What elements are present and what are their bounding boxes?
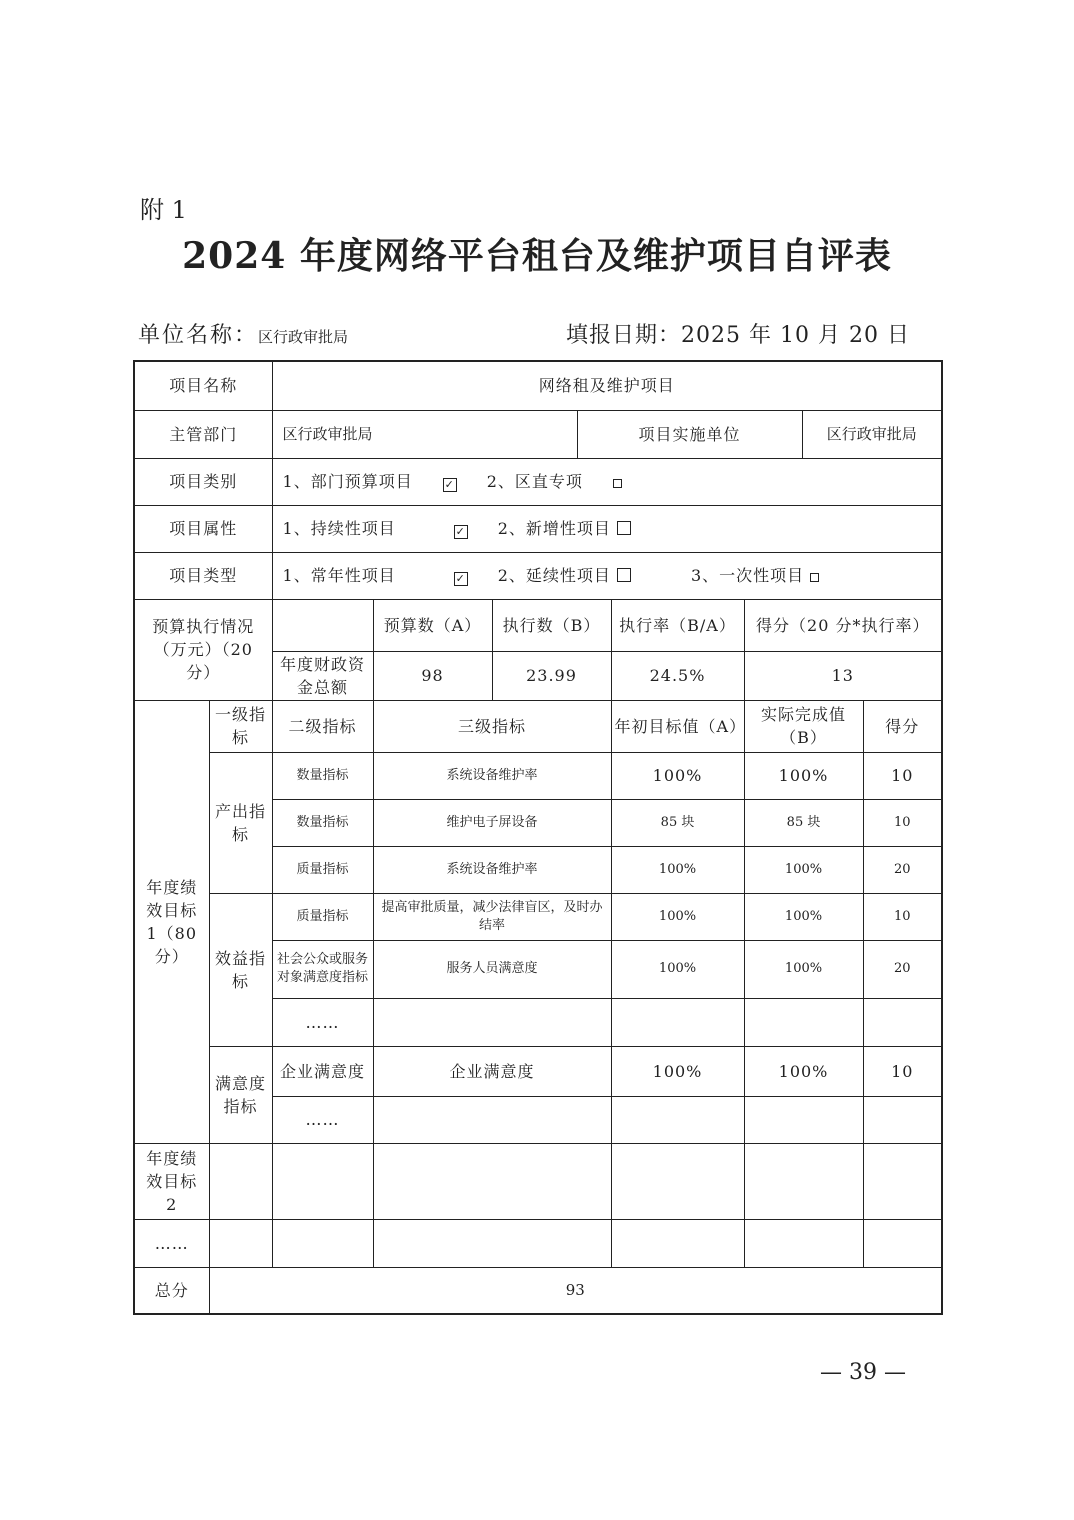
item-actual: 100% bbox=[744, 752, 863, 799]
category-label: 项目类别 bbox=[134, 458, 272, 505]
attachment-label: 附 1 bbox=[140, 196, 187, 224]
checkbox-checked[interactable]: ✓ bbox=[444, 478, 455, 491]
checkbox-checked[interactable]: ✓ bbox=[455, 572, 466, 585]
score-header: 得分（20 分*执行率） bbox=[744, 599, 942, 651]
checkbox-checked[interactable]: ✓ bbox=[455, 525, 466, 538]
page-number: — 39 — bbox=[820, 1360, 906, 1385]
project-name-value: 网络租及维护项目 bbox=[272, 361, 942, 410]
checkbox-unchecked[interactable] bbox=[613, 479, 622, 488]
goal2-label: 年度绩效目标 2 bbox=[134, 1143, 209, 1219]
page-title: 2024 年度网络平台租台及维护项目自评表 bbox=[182, 235, 892, 277]
group-benefit: 效益指标 bbox=[209, 893, 272, 1046]
total-value: 93 bbox=[209, 1267, 942, 1314]
item-l3: 系统设备维护率 bbox=[373, 846, 611, 893]
fund-total-label: 年度财政资金总额 bbox=[272, 651, 373, 700]
item-target: 100% bbox=[611, 846, 744, 893]
more-goals: …… bbox=[134, 1219, 209, 1267]
attr-option-2: 2、新增性项目 bbox=[497, 519, 611, 538]
budget-value: 98 bbox=[373, 651, 492, 700]
item-target: 100% bbox=[611, 1046, 744, 1096]
item-actual: 100% bbox=[744, 1046, 863, 1096]
empty-cell bbox=[272, 599, 373, 651]
item-actual: 100% bbox=[744, 940, 863, 998]
item-l3: 提高审批质量，减少法律盲区，及时办结率 bbox=[373, 893, 611, 940]
fill-date: 填报日期：2025 年 10 月 20 日 bbox=[566, 323, 910, 348]
item-score: 20 bbox=[863, 846, 942, 893]
target-header: 年初目标值（A） bbox=[611, 700, 744, 752]
checkbox-unchecked[interactable] bbox=[617, 521, 631, 535]
item-target: 100% bbox=[611, 893, 744, 940]
type-label: 项目类型 bbox=[134, 552, 272, 599]
rate-header: 执行率（B/A） bbox=[611, 599, 744, 651]
item-l2: 数量指标 bbox=[272, 799, 373, 846]
item-l2: 社会公众或服务对象满意度指标 bbox=[272, 940, 373, 998]
unit-value: 区行政审批局 bbox=[258, 328, 349, 346]
item-score: 20 bbox=[863, 940, 942, 998]
item-l2: …… bbox=[272, 998, 373, 1046]
item-score: 10 bbox=[863, 752, 942, 799]
item-l3: 企业满意度 bbox=[373, 1046, 611, 1096]
budget-header: 预算数（A） bbox=[373, 599, 492, 651]
project-name-label: 项目名称 bbox=[134, 361, 272, 410]
type-option-2: 2、延续性项目 bbox=[497, 566, 611, 585]
self-evaluation-table bbox=[133, 360, 943, 1315]
item-l2: 企业满意度 bbox=[272, 1046, 373, 1096]
item-actual: 85 块 bbox=[744, 799, 863, 846]
budget-label: 预算执行情况（万元）（20 分） bbox=[134, 599, 272, 700]
dept-label: 主管部门 bbox=[134, 410, 272, 458]
checkbox-unchecked[interactable] bbox=[810, 573, 819, 582]
type-options bbox=[272, 552, 942, 599]
attr-options bbox=[272, 505, 942, 552]
item-l2: 质量指标 bbox=[272, 893, 373, 940]
attr-label: 项目属性 bbox=[134, 505, 272, 552]
item-score: 10 bbox=[863, 893, 942, 940]
item-actual: 100% bbox=[744, 846, 863, 893]
checkbox-unchecked[interactable] bbox=[617, 568, 631, 582]
attr-option-1: 1、持续性项目 bbox=[282, 519, 396, 538]
exec-value: 23.99 bbox=[492, 651, 611, 700]
item-l2: 数量指标 bbox=[272, 752, 373, 799]
item-l3: 服务人员满意度 bbox=[373, 940, 611, 998]
item-l3: 系统设备维护率 bbox=[373, 752, 611, 799]
item-target: 85 块 bbox=[611, 799, 744, 846]
impl-unit-label: 项目实施单位 bbox=[577, 410, 802, 458]
rate-value: 24.5% bbox=[611, 651, 744, 700]
impl-unit-value: 区行政审批局 bbox=[802, 410, 942, 458]
unit-name bbox=[138, 318, 348, 349]
group-satisfaction: 满意度指标 bbox=[209, 1046, 272, 1143]
score-value: 13 bbox=[744, 651, 942, 700]
item-l3: 维护电子屏设备 bbox=[373, 799, 611, 846]
unit-label: 单位名称： bbox=[138, 323, 259, 348]
item-target: 100% bbox=[611, 752, 744, 799]
category-option-2: 2、区直专项 bbox=[486, 472, 583, 491]
actual-header: 实际完成值（B） bbox=[744, 700, 863, 752]
group-output: 产出指标 bbox=[209, 752, 272, 893]
type-option-3: 3、一次性项目 bbox=[690, 566, 805, 585]
item-score: 10 bbox=[863, 799, 942, 846]
l1-header: 一级指标 bbox=[209, 700, 272, 752]
item-l2: 质量指标 bbox=[272, 846, 373, 893]
perf-score-header: 得分 bbox=[863, 700, 942, 752]
dept-value: 区行政审批局 bbox=[272, 410, 577, 458]
l3-header: 三级指标 bbox=[373, 700, 611, 752]
total-label: 总分 bbox=[134, 1267, 209, 1314]
item-l2: …… bbox=[272, 1096, 373, 1143]
category-option-1: 1、部门预算项目 bbox=[282, 472, 413, 491]
type-option-1: 1、常年性项目 bbox=[282, 566, 396, 585]
exec-header: 执行数（B） bbox=[492, 599, 611, 651]
category-options bbox=[272, 458, 942, 505]
item-actual: 100% bbox=[744, 893, 863, 940]
goal1-label: 年度绩效目标 1（80 分） bbox=[134, 700, 209, 1143]
item-target: 100% bbox=[611, 940, 744, 998]
item-score: 10 bbox=[863, 1046, 942, 1096]
l2-header: 二级指标 bbox=[272, 700, 373, 752]
